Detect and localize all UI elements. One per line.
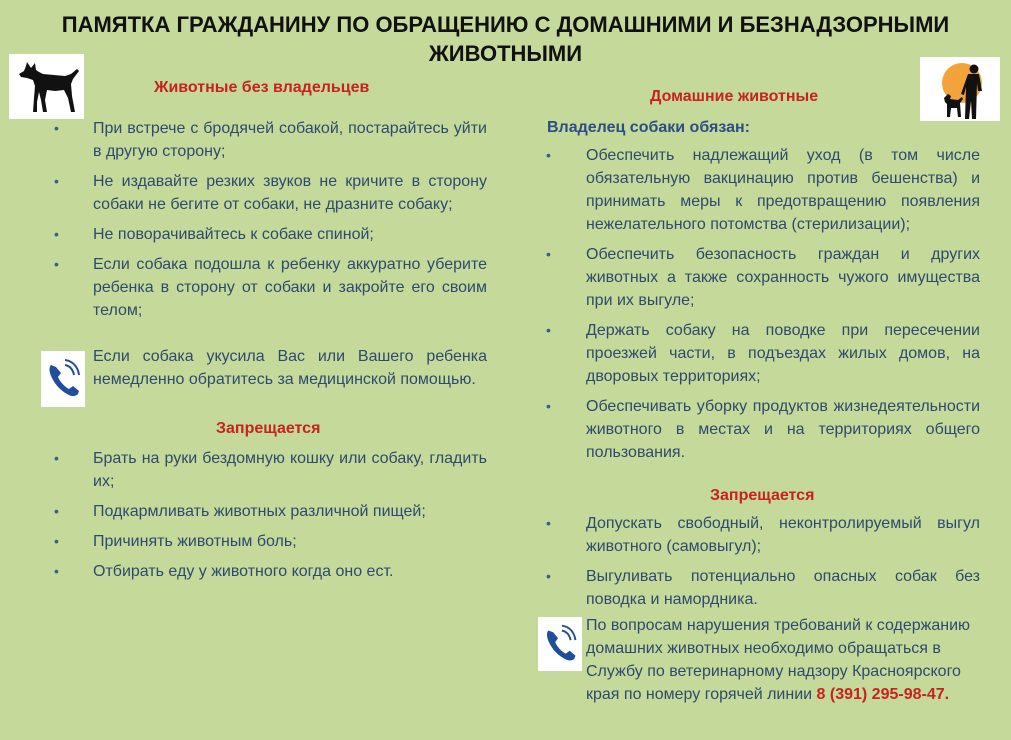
list-item: • При встрече с бродячей собакой, постарайтесь уйти в другую сторону; [93,117,487,163]
list-item: • Подкармливать животных различной пищей; [93,500,487,523]
list-item: • Если собака подошла к ребенку аккуратно уберите ребенка в сторону от собаки и закройте его своим телом; [93,253,487,322]
page-title [0,10,1011,68]
list-item: • Выгуливать потенциально опасных собак без поводка и намордника. [586,565,980,611]
hotline-phone[interactable]: 8 (391) 295-98-47. [816,686,950,703]
right-forbidden-list [586,512,980,618]
left-phone-note: Если собака укусила Вас или Вашего ребенка немедленно обратитесь за медицинской помощью. [93,348,487,388]
right-heading: Домашние животные [650,88,819,105]
title-line-2: ЖИВОТНЫМИ [428,41,583,66]
left-heading: Животные без владельцев [154,79,370,96]
left-forbidden-heading: Запрещается [216,420,321,437]
right-list [586,144,980,471]
contact-note [586,614,980,706]
phone-icon [41,351,85,407]
left-forbidden-list [93,447,487,590]
person-with-dog-icon [920,57,1000,121]
dog-silhouette-icon [9,54,84,119]
person-with-dog-picture [920,57,1000,121]
title-line-1: ПАМЯТКА ГРАЖДАНИНУ ПО ОБРАЩЕНИЮ С ДОМАШНИМИ И БЕЗНАДЗОРНЫМИ [61,12,950,37]
list-item: • Обеспечить безопасность граждан и других животных а также сохранность чужого имущества при их выгуле; [586,243,980,312]
phone-icon [538,617,582,671]
list-item: • Держать собаку на поводке при пересечении проезжей части, в подъездах жилых домов, на дворовых территориях; [586,319,980,388]
list-item: • Причинять животным боль; [93,530,487,553]
list-item: • Не поворачивайтесь к собаке спиной; [93,223,487,246]
list-item: • Брать на руки бездомную кошку или собаку, гладить их; [93,447,487,493]
phone-picture-left [41,351,85,407]
list-item: • Допускать свободный, неконтролируемый выгул животного (самовыгул); [586,512,980,558]
owner-heading: Владелец собаки обязан: [547,119,750,136]
right-forbidden-heading: Запрещается [710,487,815,504]
contact-text: По вопросам нарушения требований к содержанию домашних животных необходимо обращаться в Службу по ветеринарному надзору Красноярского края по номеру горячей линии [586,617,970,703]
dog-picture [9,54,84,119]
phone-picture-right [538,617,582,671]
list-item: • Обеспечить надлежащий уход (в том числе обязательную вакцинацию против бешенства) и принимать меры к предотвращению появления нежелательного потомства (стерилизации); [586,144,980,236]
left-list [93,117,487,329]
list-item: • Отбирать еду у животного когда оно ест. [93,560,487,583]
list-item: • Не издавайте резких звуков не кричите в сторону собаки не бегите от собаки, не дразните собаку; [93,170,487,216]
list-item: • Обеспечивать уборку продуктов жизнедеятельности животного в местах и на территориях общего пользования. [586,395,980,464]
